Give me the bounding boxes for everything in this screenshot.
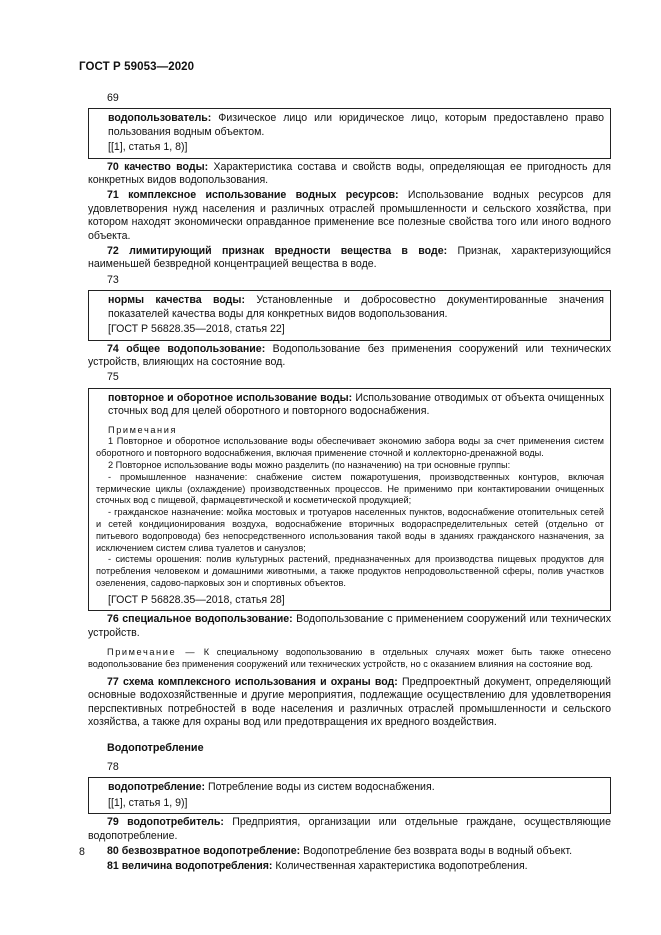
reference: [[1], статья 1, 8)] [108,141,188,154]
reference: [[1], статья 1, 9)] [108,796,188,809]
page-number: 8 [79,846,85,858]
term-box-73 [88,290,611,340]
document-header: ГОСТ Р 59053—2020 [79,61,195,73]
term: 74 общее водопользование: [107,342,266,355]
term: 77 схема комплексного использования и охраны вод: [107,675,398,688]
term: водопользователь: [108,112,212,125]
term-entry-76 [88,613,611,640]
note-item: 2 Повторное использование воды можно разделить (по назначению) на три основные группы: [108,459,511,470]
entry-number: 69 [107,92,119,104]
definition: Предпроектный документ, определяющий основные водохозяйственные и другие мероприятия, подлежащие осуществлению для удовлетворения перспективных потребностей в воде населения и различных отраслей промышленности и сельского хозяйства, а также для охраны вод или предотвращения их вредного воздействия. [88,675,611,729]
definition: Использование водных ресурсов для удовлетворения нужд населения и различных отраслей промышленности и сельского хозяйства, при котором находят экономически оправданное применение все полезные свойства того или иного водного объекта. [88,189,611,242]
entry-number: 73 [107,273,119,286]
term-box-78 [88,777,611,814]
definition: Потребление воды из систем водоснабжения. [205,781,435,794]
term: 79 водопотребитель: [107,816,224,829]
term: водопотребление: [108,781,206,794]
term: 81 величина водопотребления: [107,860,273,873]
note-item: 1 Повторное и оборотное использование воды обеспечивает экономию забора воды за счет применения систем оборотного и повторного водоснабжения, включая применение сточной и коллекторно-дренажной воды. [96,436,604,459]
definition: Водопользование без применения сооружений или технических устройств, влияющих на состояние вод. [88,342,611,368]
term-entry-81 [88,860,611,873]
note-label: Примечание — [107,646,197,657]
definition: Водопользование с применением сооружений или технических устройств. [88,613,611,639]
term: 70 качество воды: [107,160,209,173]
entry-number: 75 [107,371,119,384]
definition: Установленные и добросовестно документированные значения показателей качества воды для конкретных видов водопользования. [108,294,604,320]
notes-block [96,425,604,590]
entry-number: 78 [107,760,119,773]
definition: Предприятия, организации или отдельные граждане, осуществляющие водопотребление. [88,816,611,842]
term-entry-79 [88,816,611,843]
reference: [ГОСТ Р 56828.35—2018, статья 22] [108,323,285,336]
definition: Количественная характеристика водопотребления. [272,860,528,873]
definition: Использование отводимых от объекта очищенных сточных вод для целей оборотного и повторного водоснабжения. [108,391,604,418]
term-entry-72 [88,245,611,272]
term: 72 лимитирующий признак вредности вещества в воде: [107,245,448,258]
term: повторное и оборотное использование воды: [108,391,353,404]
term-entry-70 [88,161,611,188]
section-heading: Водопотребление [107,741,204,754]
term: 76 специальное водопользование: [107,613,293,626]
term: 71 комплексное использование водных ресурсов: [107,189,399,202]
document-body [88,92,611,876]
note-text: К специальному водопользованию в отдельных случаях может быть также отнесено водопользование без применения сооружений или технических устройств, но с оказанием влияния на состояние вод. [88,646,611,669]
term-entry-71 [88,189,611,243]
note-76 [88,646,611,670]
term: нормы качества воды: [108,294,245,307]
term: 80 безвозвратное водопотребление: [107,844,301,857]
term-entry-74 [88,343,611,370]
term-entry-77 [88,676,611,730]
term-box-75 [88,388,611,611]
definition: Признак, характеризующийся наименьшей безвредной концентрацией вещества в воде. [88,245,611,271]
definition: Характеристика состава и свойств воды, определяющая ее пригодность для конкретных видов водопользования. [88,160,611,187]
note-item: - системы орошения: полив культурных растений, предназначенных для производства пищевых продуктов для потребления человеком и домашними животными, а также продуктов непродовольственной сферы, полив участков озеленения, садово-парковых зон и спортивных объектов. [96,554,604,588]
note-item: - гражданское назначение: мойка мостовых и тротуаров населенных пунктов, водоснабжение отопительных сетей и сетей кондиционирования воздуха, водоснабжение вторичных водораспределительных сетей (отдельно от питьевого водопровода) без непосредственного использования такой воды в зданиях гражданского назначения, за исключением систем слива туалетов и санузлов; [96,507,604,553]
term-box-69 [88,108,611,158]
note-item: - промышленное назначение: снабжение систем пожаротушения, производственных контуров, включая термические циклы (охлаждение) производственных процессов. Не применимо при контактировании очищенных сточных вод с пищевой, фармацевтической и косметической продукцией; [96,471,604,506]
term-entry-80 [88,845,611,858]
notes-title: Примечания [108,424,178,435]
definition: Водопотребление без возврата воды в водный объект. [300,844,573,857]
definition: Физическое лицо или юридическое лицо, которым предоставлено право пользования водным объектом. [108,112,604,138]
reference: [ГОСТ Р 56828.35—2018, статья 28] [108,593,285,606]
